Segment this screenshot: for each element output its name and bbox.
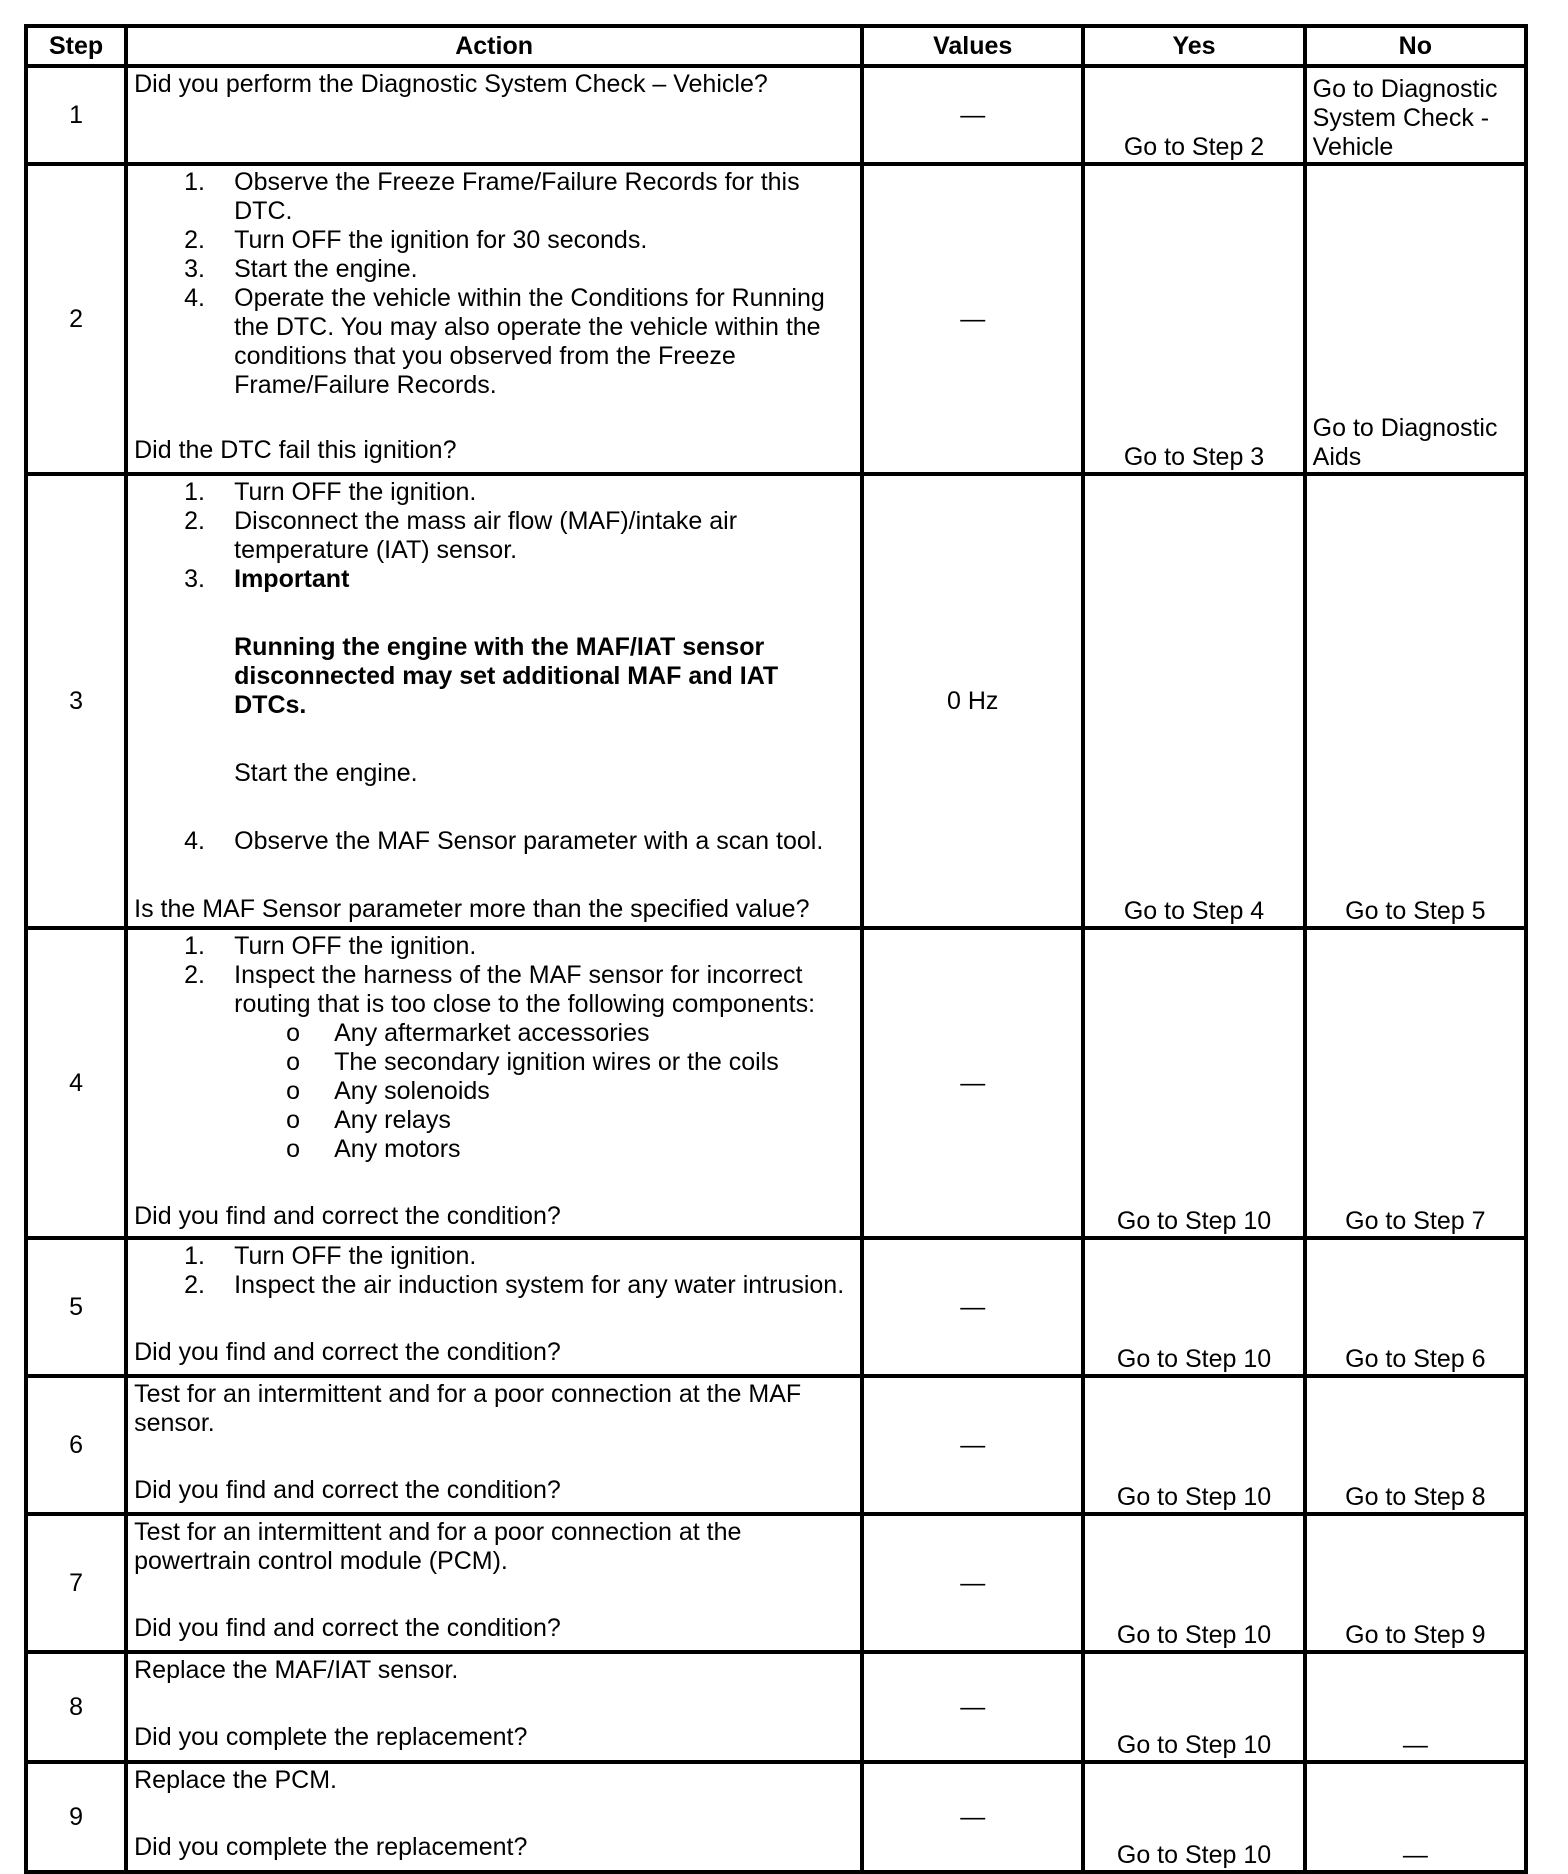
table-row (26, 1376, 1526, 1514)
action-cell (126, 928, 862, 1238)
values-cell: — (862, 66, 1083, 164)
list-item: 2. Disconnect the mass air flow (MAF)/intake air temperature (IAT) sensor. (184, 507, 738, 564)
no-cell: Go to Step 8 (1305, 1376, 1526, 1514)
values-cell: — (862, 1238, 1083, 1376)
bullet-item: o Any solenoids (234, 1077, 854, 1106)
no-cell: Go to Step 6 (1305, 1238, 1526, 1376)
instruction-list (134, 478, 854, 856)
bullet-item: o Any relays (234, 1106, 854, 1135)
yes-cell: Go to Step 10 (1083, 1652, 1304, 1762)
table-row (26, 164, 1526, 474)
header-values: Values (862, 26, 1083, 66)
no-cell: Go to Step 5 (1305, 474, 1526, 928)
list-item: 2. Inspect the air induction system for any water intrusion. (184, 1271, 845, 1299)
no-cell: Go to Step 9 (1305, 1514, 1526, 1652)
table-row (26, 928, 1526, 1238)
important-warning: Running the engine with the MAF/IAT sensor disconnected may set additional MAF and IAT DTCs. (234, 633, 779, 719)
list-item: 4. Observe the MAF Sensor parameter with a scan tool. (184, 827, 824, 855)
yes-cell: Go to Step 3 (1083, 164, 1304, 474)
step-number: 3 (26, 474, 126, 928)
yes-cell: Go to Step 10 (1083, 1376, 1304, 1514)
header-yes: Yes (1083, 26, 1304, 66)
action-cell (126, 1762, 862, 1872)
list-item: 1. Turn OFF the ignition. (184, 932, 477, 960)
question-text: Did you find and correct the condition? (134, 1202, 561, 1230)
component-list (234, 1019, 854, 1164)
table-row (26, 474, 1526, 928)
no-cell: — (1305, 1652, 1526, 1762)
action-cell (126, 164, 862, 474)
step-number: 1 (26, 66, 126, 164)
action-cell (126, 1376, 862, 1514)
step-number: 4 (26, 928, 126, 1238)
action-text: Test for an intermittent and for a poor connection at the powertrain control module (PCM). (134, 1518, 742, 1575)
bullet-item: o The secondary ignition wires or the coils (234, 1048, 854, 1077)
list-item: 4. Operate the vehicle within the Conditions for Running the DTC. You may also operate the vehicle within the conditions that you observed from the Freeze Frame/Failure Records. (184, 284, 825, 399)
action-text: Replace the MAF/IAT sensor. (134, 1656, 459, 1684)
yes-cell: Go to Step 2 (1083, 66, 1304, 164)
values-cell: 0 Hz (862, 474, 1083, 928)
table-row (26, 1514, 1526, 1652)
no-cell: Go to Step 7 (1305, 928, 1526, 1238)
list-item: 2. Inspect the harness of the MAF sensor for incorrect routing that is too close to the following components: o Any aftermarket accessories o The secondary ignition wires or the coils o Any solenoids o Any relays o Any motors (134, 961, 854, 1164)
step-number: 2 (26, 164, 126, 474)
header-no: No (1305, 26, 1526, 66)
list-item: 1. Observe the Freeze Frame/Failure Records for this DTC. (184, 168, 800, 225)
important-label: Important (234, 565, 350, 593)
question-text: Did you complete the replacement? (134, 1833, 528, 1861)
diagnostic-table (24, 24, 1528, 1874)
step-number: 9 (26, 1762, 126, 1872)
question-text: Did the DTC fail this ignition? (134, 436, 457, 464)
list-item: 3. Important Running the engine with the MAF/IAT sensor disconnected may set additional MAF and IAT DTCs. Start the engine. (134, 565, 854, 827)
step-number: 7 (26, 1514, 126, 1652)
table-row (26, 1238, 1526, 1376)
action-cell (126, 1652, 862, 1762)
header-action: Action (126, 26, 862, 66)
no-cell: Go to Diagnostic System Check - Vehicle (1305, 66, 1526, 164)
no-cell: Go to Diagnostic Aids (1305, 164, 1526, 474)
action-text: Test for an intermittent and for a poor connection at the MAF sensor. (134, 1380, 802, 1437)
instruction-list (134, 932, 854, 1164)
question-text: Did you find and correct the condition? (134, 1614, 561, 1642)
yes-cell: Go to Step 10 (1083, 1762, 1304, 1872)
step-number: 5 (26, 1238, 126, 1376)
table-row (26, 1762, 1526, 1872)
step-number: 6 (26, 1376, 126, 1514)
instruction-list (134, 168, 854, 400)
no-cell: — (1305, 1762, 1526, 1872)
question-text: Is the MAF Sensor parameter more than the specified value? (134, 895, 810, 923)
list-item: 3. Start the engine. (184, 255, 418, 283)
values-cell: — (862, 164, 1083, 474)
list-item: 2. Turn OFF the ignition for 30 seconds. (184, 226, 648, 254)
action-cell (126, 66, 862, 164)
action-text: Did you perform the Diagnostic System Check – Vehicle? (134, 70, 768, 98)
important-followup: Start the engine. (234, 759, 418, 787)
header-row (26, 26, 1526, 66)
bullet-item: o Any motors (234, 1135, 854, 1164)
question-text: Did you find and correct the condition? (134, 1476, 561, 1504)
yes-cell: Go to Step 4 (1083, 474, 1304, 928)
action-cell (126, 474, 862, 928)
yes-cell: Go to Step 10 (1083, 928, 1304, 1238)
yes-cell: Go to Step 10 (1083, 1238, 1304, 1376)
values-cell: — (862, 1514, 1083, 1652)
step-number: 8 (26, 1652, 126, 1762)
values-cell: — (862, 928, 1083, 1238)
values-cell: — (862, 1762, 1083, 1872)
list-item: 1. Turn OFF the ignition. (184, 1242, 477, 1270)
header-step: Step (26, 26, 126, 66)
action-cell (126, 1514, 862, 1652)
list-item: 1. Turn OFF the ignition. (184, 478, 477, 506)
action-text: Replace the PCM. (134, 1766, 337, 1794)
question-text: Did you find and correct the condition? (134, 1338, 561, 1366)
yes-cell: Go to Step 10 (1083, 1514, 1304, 1652)
action-cell (126, 1238, 862, 1376)
bullet-item: o Any aftermarket accessories (234, 1019, 854, 1048)
question-text: Did you complete the replacement? (134, 1723, 528, 1751)
values-cell: — (862, 1652, 1083, 1762)
values-cell: — (862, 1376, 1083, 1514)
instruction-list (134, 1242, 854, 1300)
table-row (26, 66, 1526, 164)
table-row (26, 1652, 1526, 1762)
